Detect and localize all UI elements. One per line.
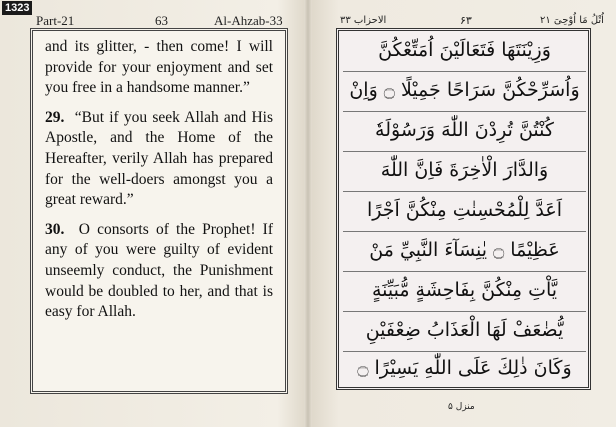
- arabic-line: كُنْتُنَّ تُرِدْنَ اللّٰهَ وَرَسُوْلَهٗ: [343, 111, 586, 152]
- translation-paragraph: [45, 220, 273, 323]
- manzil-footer: منزل ۵: [448, 402, 475, 412]
- translation-paragraph: [45, 108, 273, 211]
- verse-number: 30.: [45, 220, 65, 238]
- arabic-line: اَعَدَّ لِلْمُحْسِنٰتِ مِنْكُنَّ اَجْرًا: [343, 191, 586, 232]
- verse-text: O consorts of the Prophet! If any of you were guilty of evident unseemly conduct, the Punishment would be doubled to her, and that is easy for Allah.: [45, 220, 274, 321]
- left-page-number: 63: [155, 13, 168, 28]
- book-gutter: [304, 0, 312, 427]
- translation-paragraph: [45, 37, 273, 99]
- verse-text: “But if you seek Allah and His Apostle, and the Home of the Hereafter, verily Allah has prepared for the well-doers amongst you a great reward.”: [45, 108, 274, 209]
- arabic-line: يَّاْتِ مِنْكُنَّ بِفَاحِشَةٍ مُّبَيِّنَةٍ: [343, 271, 586, 312]
- right-surah-label: الاحزاب ۳۳: [340, 15, 387, 26]
- translation-text: [45, 37, 273, 332]
- arabic-line: عَظِيْمًا ۝ يٰنِسَآءَ النَّبِيِّ مَنْ: [343, 231, 586, 272]
- page-tag: 1323: [2, 1, 32, 15]
- left-surah-label: Al-Ahzab-33: [214, 13, 283, 28]
- arabic-line: وَاُسَرِّحْكُنَّ سَرَاحًا جَمِيْلًا ۝ وَاِنْ: [343, 71, 586, 112]
- arabic-page: [336, 28, 591, 390]
- arabic-line: وَكَانَ ذٰلِكَ عَلَى اللّٰهِ يَسِيْرًا ۝: [357, 357, 572, 379]
- arabic-line: وَزِيْنَتَهَا فَتَعَالَيْنَ اُمَتِّعْكُنَّ: [343, 31, 586, 72]
- arabic-line: وَالدَّارَ الْاٰخِرَةَ فَاِنَّ اللّٰهَ: [343, 151, 586, 192]
- right-page-number: ۶۳: [460, 14, 472, 27]
- arabic-line: يُّضٰعَفْ لَهَا الْعَذَابُ ضِعْفَيْنِ: [343, 311, 586, 352]
- verse-number: 29.: [45, 108, 65, 126]
- translation-page: [30, 28, 288, 394]
- right-juz-label: اُتْلُ مَا اُوْحِیَ ۲۱: [540, 15, 604, 26]
- verse-text: and its glitter, - then come! I will provide for your enjoyment and set you free in a handsome manner.”: [45, 38, 273, 97]
- left-part-label: Part-21: [36, 13, 75, 28]
